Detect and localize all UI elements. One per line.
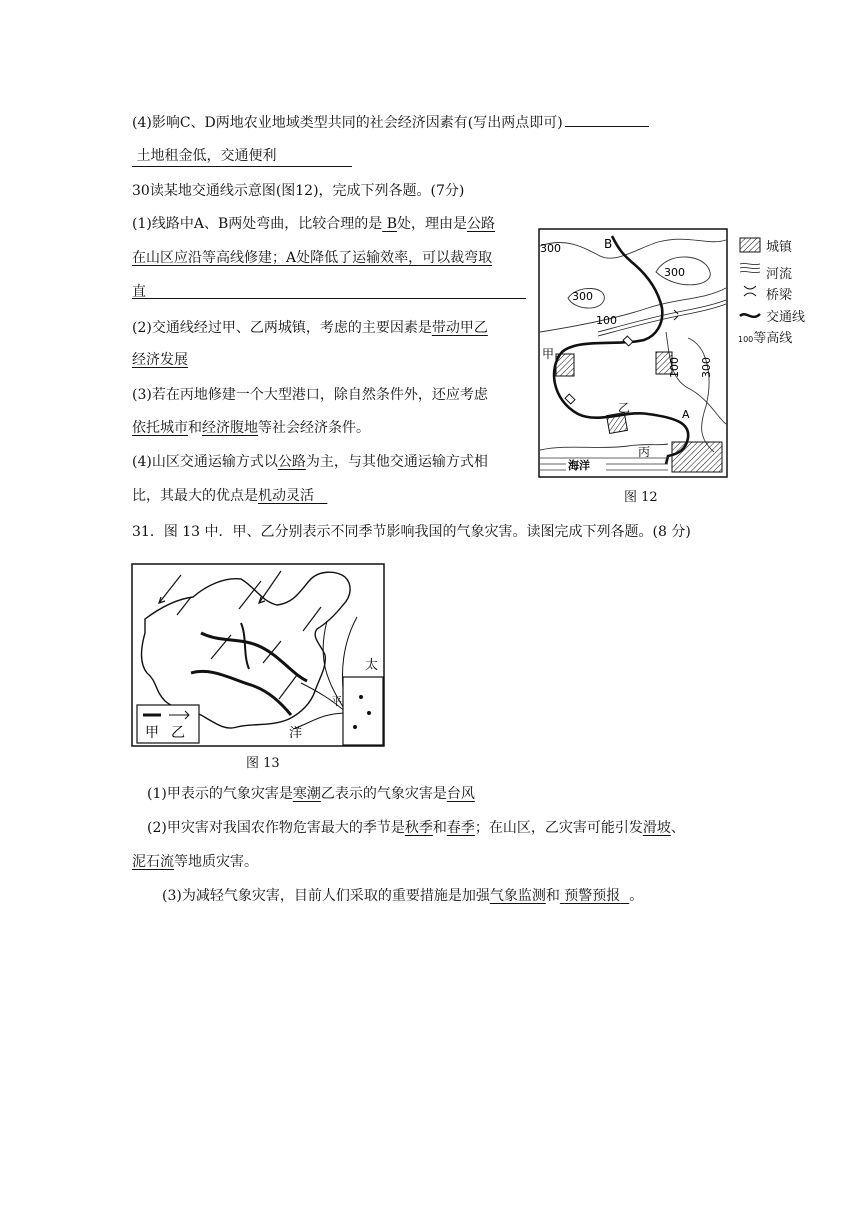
map-frame (539, 229, 727, 477)
q31-p2-line2: 泥石流等地质灾害。 (132, 854, 258, 870)
q30-p4-line2: 比，其最大的优点是机动灵活 (132, 488, 314, 504)
label-b: B (604, 237, 613, 251)
contour-label-300: 300 (664, 266, 685, 279)
q31-p3: (3)为减轻气象灾害，目前人们采取的重要措施是加强气象监测和 预警预报 。 (162, 888, 644, 904)
legend-bridge-symbol (744, 286, 756, 296)
label-ocean: 海洋 (568, 459, 590, 472)
legend-route-label: 交通线 (766, 310, 806, 325)
q30-p1-line3: 直 (132, 282, 526, 299)
contour-label-300: 300 (540, 242, 561, 255)
south-sea-inset (343, 677, 383, 745)
q30-p3-line2: 依托城市和经济腹地等社会经济条件。 (132, 420, 370, 436)
contour-label-300: 300 (700, 357, 713, 378)
label-yang: 洋 (289, 726, 303, 741)
q31-title: 31．图 13 中．甲、乙分别表示不同季节影响我国的气象灾害。读图完成下列各题。(8 分) (132, 524, 691, 540)
label-yi: 乙 (618, 401, 631, 415)
legend-yi-label: 乙 (171, 725, 185, 741)
q30-title: 30读某地交通线示意图(图12)，完成下列各题。(7分) (132, 183, 465, 199)
label-bing: 丙 (638, 445, 651, 459)
contour-label-300: 300 (572, 290, 593, 303)
legend-bridge-label: 桥梁 (766, 288, 793, 303)
legend-town-label: 城镇 (766, 240, 793, 255)
q30-p1-line1: (1)线路中A、B两处弯曲，比较合理的是 B处，理由是公路 (132, 216, 495, 232)
contour-label-100: 100 (668, 357, 681, 378)
q30-p2-line1: (2)交通线经过甲、乙两城镇，考虑的主要因素是带动甲乙 (132, 320, 488, 336)
legend-river-label: 河流 (766, 267, 793, 282)
island-dot (359, 695, 363, 699)
answer-blank (565, 112, 649, 127)
q31-p1: (1)甲表示的气象灾害是寒潮乙表示的气象灾害是台风 (147, 786, 475, 802)
island-dot (367, 711, 371, 715)
label-ping: 平 (331, 695, 342, 708)
q30-p4-line1: (4)山区交通运输方式以公路为主，与其他交通运输方式相 (132, 454, 488, 470)
legend-contour: 100等高线 (738, 331, 793, 346)
label-a: A (682, 408, 690, 421)
figure-13-map (131, 563, 385, 747)
figure-12-caption: 图 12 (624, 490, 658, 505)
label-jia: 甲 (542, 347, 555, 361)
contour-label-100: 100 (596, 314, 617, 327)
q30-p3-line1: (3)若在丙地修建一个大型港口，除自然条件外，还应考虑 (132, 387, 488, 403)
town-jia (556, 354, 574, 376)
q31-p2-line1: (2)甲灾害对我国农作物危害最大的季节是秋季和春季；在山区，乙灾害可能引发滑坡、 (147, 820, 685, 836)
figure-12-map (538, 228, 728, 478)
q30-p2-line2: 经济发展 (132, 352, 188, 368)
town-bing (672, 442, 722, 472)
legend-route-symbol (740, 314, 760, 317)
q29-part4-answer: 土地租金低，交通便利 (132, 146, 352, 167)
q30-p1-line2: 在山区应沿等高线修建；A处降低了运输效率，可以裁弯取 (132, 250, 493, 266)
legend-town-symbol (740, 238, 760, 252)
figure-13-caption: 图 13 (246, 756, 280, 771)
label-tai: 太 (365, 658, 379, 673)
town-yi (607, 413, 628, 434)
legend-river-symbol (740, 263, 760, 272)
legend-jia-label: 甲 (145, 725, 159, 741)
island-dot (353, 725, 357, 729)
q29-part4: (4)影响C、D两地农业地域类型共同的社会经济因素有(写出两点即可) (132, 112, 649, 133)
